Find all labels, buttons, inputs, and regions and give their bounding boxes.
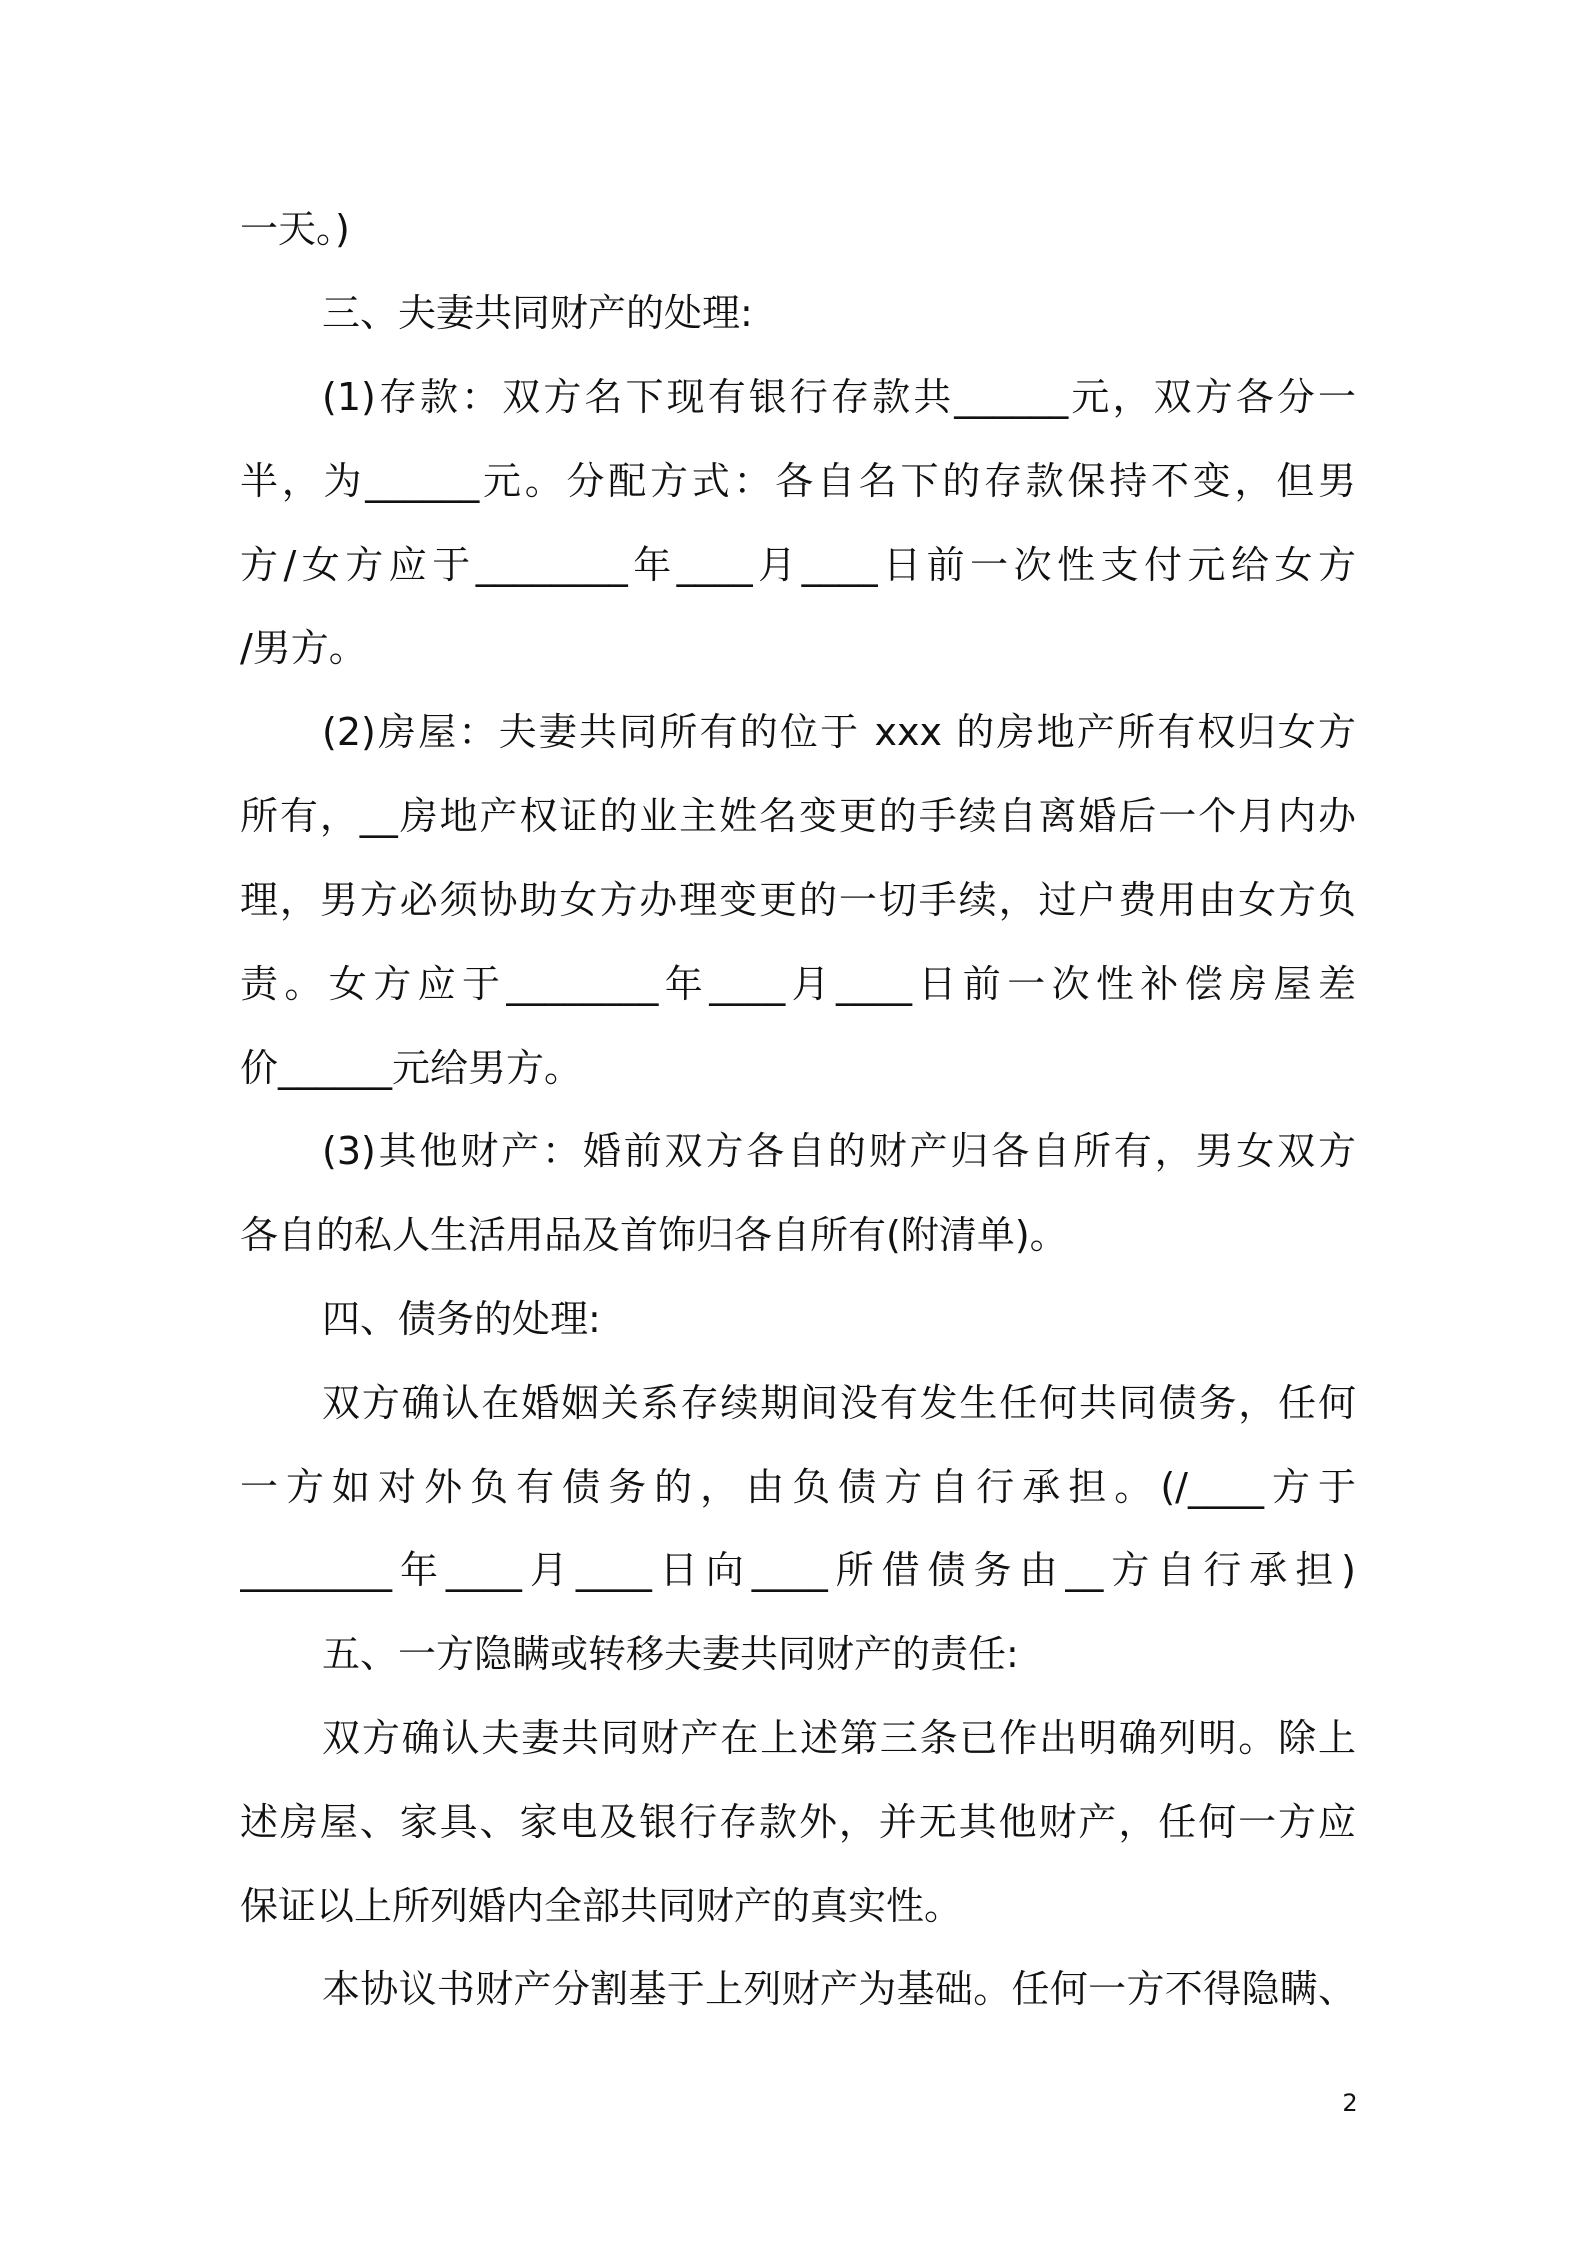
- text-line-agreement-1: 本协议书财产分割基于上列财产为基础。任何一方不得隐瞒、: [322, 1967, 1356, 2011]
- text-line-confirm-3: 保证以上所列婚内全部共同财产的真实性。: [240, 1884, 963, 1928]
- text-line-confirm-1: 双方确认夫妻共同财产在上述第三条已作出明确列明。除上: [322, 1716, 1356, 1760]
- text-line-deposit-4: /男方。: [240, 626, 367, 670]
- text-line-house-3: 理，男方必须协助女方办理变更的一切手续，过户费用由女方负: [240, 878, 1356, 922]
- text-line-1: 一天。): [240, 207, 350, 251]
- text-line-deposit-3: 方/女方应于________年____月____日前一次性支付元给女方: [240, 543, 1356, 587]
- text-line-other-1: (3)其他财产：婚前双方各自的财产归各自所有，男女双方: [322, 1129, 1356, 1173]
- text-line-house-1: (2)房屋：夫妻共同所有的位于 xxx 的房地产所有权归女方: [322, 710, 1356, 754]
- text-line-debt-3: ________年____月____日向____所借债务由__方自行承担): [240, 1548, 1356, 1592]
- section-heading-property: 三、夫妻共同财产的处理:: [322, 291, 753, 335]
- text-line-house-4: 责。女方应于________年____月____日前一次性补偿房屋差: [240, 962, 1356, 1006]
- section-heading-debt: 四、债务的处理:: [322, 1297, 601, 1341]
- text-line-debt-1: 双方确认在婚姻关系存续期间没有发生任何共同债务，任何: [322, 1381, 1356, 1425]
- text-line-confirm-2: 述房屋、家具、家电及银行存款外，并无其他财产，任何一方应: [240, 1800, 1356, 1844]
- page-number: 2: [1342, 2089, 1358, 2117]
- text-line-deposit-1: (1)存款：双方名下现有银行存款共______元，双方各分一: [322, 375, 1356, 419]
- section-heading-concealment: 五、一方隐瞒或转移夫妻共同财产的责任:: [322, 1632, 1019, 1676]
- text-line-house-2: 所有，__房地产权证的业主姓名变更的手续自离婚后一个月内办: [240, 794, 1356, 838]
- text-line-debt-2: 一方如对外负有债务的，由负债方自行承担。(/____方于: [240, 1465, 1356, 1509]
- text-line-deposit-2: 半，为______元。分配方式：各自名下的存款保持不变，但男: [240, 459, 1356, 503]
- text-line-house-5: 价______元给男方。: [240, 1046, 583, 1090]
- text-line-other-2: 各自的私人生活用品及首饰归各自所有(附清单)。: [240, 1213, 1068, 1257]
